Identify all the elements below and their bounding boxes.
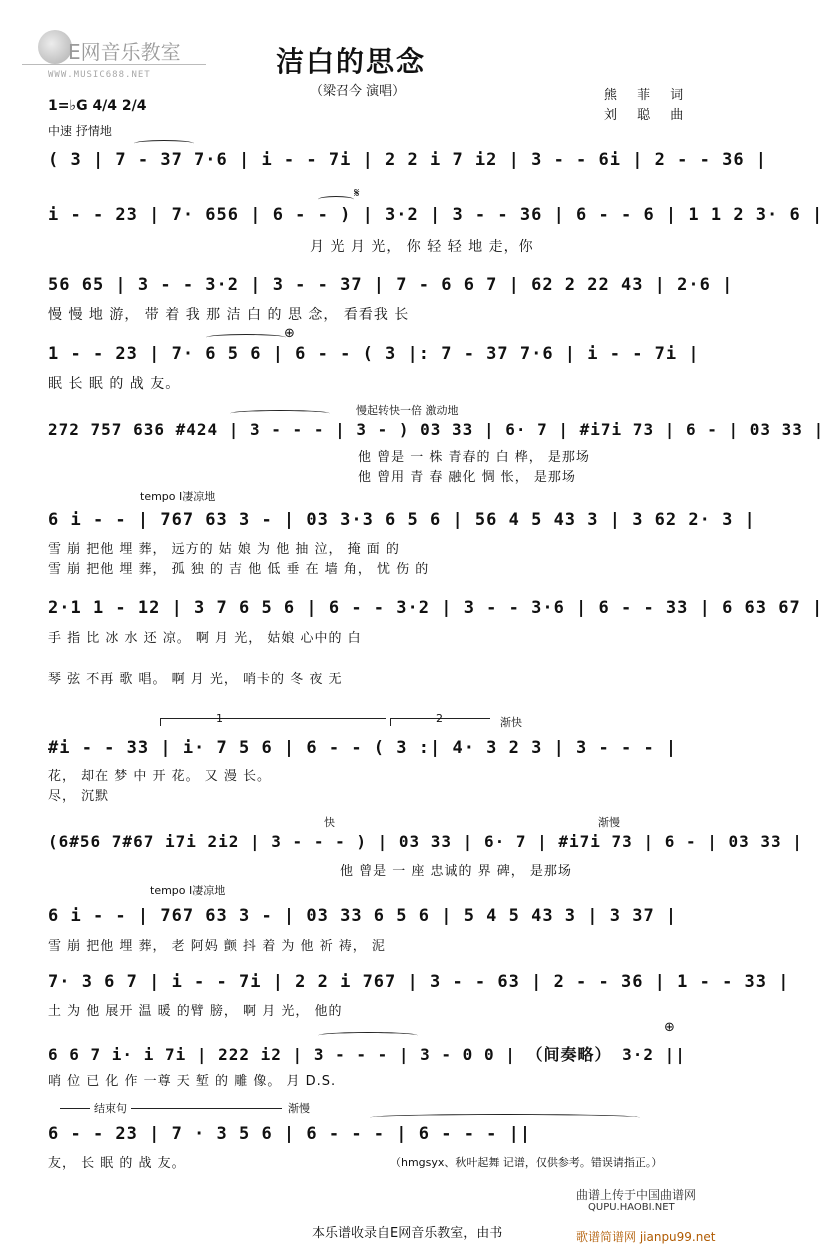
score-row-6: 6 i - - | 767 63 3 - | 03 3·3 6 5 6 | 56 4 5 43 3 | 3 62 2· 3 | (48, 510, 756, 530)
song-title: 洁白的思念 (276, 45, 427, 78)
song-singer: （梁召今 演唱） (310, 84, 406, 99)
score-row-11: 7· 3 6 7 | i - - 7i | 2 2 i 767 | 3 - - 63 | 2 - - 36 | 1 - - 33 | (48, 972, 790, 992)
score-row-13: 6 - - 23 | 7 · 3 5 6 | 6 - - - | 6 - - - || (48, 1124, 532, 1144)
score-row-4: 1 - - 23 | 7· 6 5 6 | 6 - - ( 3 |: 7 - 37 7·6 | i - - 7i | (48, 344, 700, 364)
footer-watermark: 歌谱简谱网 jianpu99.net (576, 1230, 716, 1244)
footer-source: 本乐谱收录自E网音乐教室，由书 (312, 1226, 503, 1241)
score-row-8: #i - - 33 | i· 7 5 6 | 6 - - ( 3 :| 4· 3 2 3 | 3 - - - | (48, 738, 678, 758)
lyric-row-6b: 雪 崩 把他 埋 葬， 孤 独 的 吉 他 低 垂 在 墙 角， 忧 伤 的 (48, 562, 430, 577)
lyric-row-2: 月 光 月 光， 你 轻 轻 地 走，你 (310, 239, 534, 255)
coda-mark: ⊕ (284, 326, 295, 341)
score-row-12: 6 6 7 i· i 7i | 222 i2 | 3 - - - | 3 - 0 0 | （间奏略） 3·2 || (48, 1045, 686, 1064)
logo-text: E网音乐教室 (68, 40, 181, 64)
composer: 刘 聪 曲 (604, 108, 692, 123)
segno-mark: 𝄋 (354, 186, 360, 201)
score-row-1: ( 3 | 7 - 37 7·6 | i - - 7i | 2 2 i 7 i2 | 3 - - 6i | 2 - - 36 | (48, 150, 768, 170)
logo-icon (38, 30, 72, 64)
lyric-row-3: 慢 慢 地 游， 带 着 我 那 洁 白 的 思 念， 看看我 长 (48, 307, 410, 323)
tempo-lento-marking-2: tempo Ⅰ凄凉地 (150, 884, 226, 897)
volta-2-label: 2 (436, 712, 443, 725)
fast-marking: 快 (324, 816, 335, 829)
score-row-7: 2·1 1 - 12 | 3 7 6 5 6 | 6 - - 3·2 | 3 - - 3·6 | 6 - - 33 | 6 63 67 | (48, 598, 824, 618)
key-signature: 1=♭G 4/4 2/4 (48, 98, 147, 114)
tempo-lento-marking: tempo Ⅰ凄凉地 (140, 490, 216, 503)
score-row-5: 272 757 636 #424 | 3 - - - | 3 - ) 03 33 | 6· 7 | #i7i 73 | 6 - | 03 33 | (48, 420, 824, 439)
logo-divider (22, 64, 206, 65)
tempo-marking: 中速 抒情地 (48, 124, 112, 138)
slower-marking-2: 渐慢 (288, 1102, 310, 1115)
coda-mark-2: ⊕ (664, 1020, 675, 1035)
tempo-change-marking: 慢起转快一倍 激动地 (356, 404, 459, 417)
score-row-2: i - - 23 | 7· 656 | 6 - - ) | 3·2 | 3 - - 36 | 6 - - 6 | 1 1 2 3· 6 | (48, 205, 824, 225)
lyric-row-5b: 他 曾用 青 春 融化 惆 怅， 是那场 (358, 470, 576, 485)
slower-marking: 渐慢 (598, 816, 620, 829)
volta-1-label: 1 (216, 712, 223, 725)
lyricist: 熊 菲 词 (604, 88, 692, 103)
lyric-row-8b: 尽， 沉默 (48, 789, 110, 804)
score-row-9: (6#56 7#67 i7i 2i2 | 3 - - - ) | 03 33 | 6· 7 | #i7i 73 | 6 - | 03 33 | (48, 832, 803, 851)
lyric-row-7a: 手 指 比 冰 水 还 凉。 啊 月 光， 姑娘 心中的 白 (48, 631, 362, 646)
faster-marking: 渐快 (500, 716, 522, 729)
lyric-row-9: 他 曾是 一 座 忠诚的 界 碑， 是那场 (340, 864, 572, 879)
lyric-row-7b: 琴 弦 不再 歌 唱。 啊 月 光， 哨卡的 冬 夜 无 (48, 672, 343, 687)
lyric-row-6a: 雪 崩 把他 埋 葬， 远方的 姑 娘 为 他 抽 泣， 掩 面 的 (48, 542, 400, 557)
lyric-row-13: 友， 长 眠 的 战 友。 (48, 1156, 186, 1171)
ending-marking: 结束句 (90, 1100, 131, 1116)
volta-bracket-1 (160, 718, 386, 719)
footer-upload-text: 曲谱上传于中国曲谱网 (576, 1188, 697, 1202)
lyric-row-11: 土 为 他 展开 温 暖 的臂 膀， 啊 月 光， 他的 (48, 1004, 343, 1019)
lyric-row-5a: 他 曾是 一 株 青春的 白 桦， 是那场 (358, 450, 590, 465)
lyric-row-10: 雪 崩 把他 埋 葬， 老 阿妈 颤 抖 着 为 他 祈 祷， 泥 (48, 939, 386, 954)
score-row-3: 56 65 | 3 - - 3·2 | 3 - - 37 | 7 - 6 6 7 | 62 2 22 43 | 2·6 | (48, 275, 734, 295)
logo-url: WWW.MUSIC688.NET (48, 70, 151, 80)
lyric-row-12: 哨 位 已 化 作 一尊 天 堑 的 雕 像。 月 D.S. (48, 1074, 337, 1089)
lyric-row-4: 眠 长 眠 的 战 友。 (48, 376, 181, 392)
footer-site-url: QUPU.HAOBI.NET (588, 1202, 675, 1213)
transcriber-note: （hmgsyx、秋叶起舞 记谱，仅供参考。错误请指正。） (390, 1156, 663, 1169)
lyric-row-8a: 花， 却在 梦 中 开 花。 又 漫 长。 (48, 769, 272, 784)
score-row-10: 6 i - - | 767 63 3 - | 03 33 6 5 6 | 5 4 5 43 3 | 3 37 | (48, 906, 678, 926)
site-logo (20, 22, 210, 82)
